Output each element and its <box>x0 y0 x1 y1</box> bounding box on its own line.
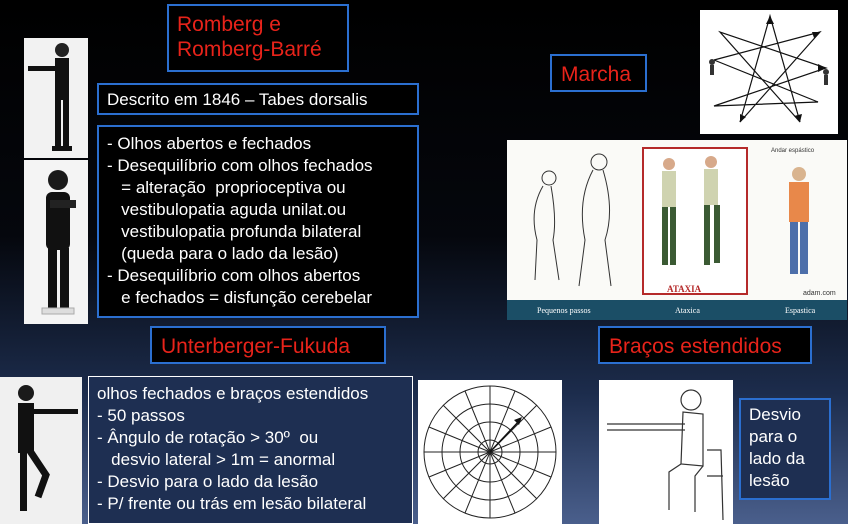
unterberger-line: - 50 passos <box>97 406 185 425</box>
romberg-line: (queda para o lado da lesão) <box>107 244 339 263</box>
romberg-line: vestibulopatia aguda unilat.ou <box>107 200 347 219</box>
gait-caption-ataxic: Ataxica <box>675 306 700 315</box>
bracos-info-box <box>739 398 831 500</box>
unterberger-line: - Ângulo de rotação > 30º ou <box>97 428 319 447</box>
unterberger-info-box <box>88 376 413 524</box>
romberg-description-box <box>97 125 419 318</box>
romberg-line: = alteração proprioceptiva ou <box>107 178 346 197</box>
gait-credit: adam.com <box>803 290 836 297</box>
romberg-photo-woman <box>24 160 88 324</box>
unterberger-title: Unterberger-Fukuda <box>161 335 351 358</box>
romberg-title-line2: Romberg-Barré <box>177 38 322 61</box>
bracos-line: para o <box>749 427 798 446</box>
unterberger-title-box <box>150 326 386 364</box>
star-walk-diagram <box>700 10 838 134</box>
arms-extended-seated-drawing <box>599 380 733 524</box>
romberg-line: e fechados = disfunção cerebelar <box>107 288 373 307</box>
gait-spastic-header: Andar espástico <box>771 148 815 154</box>
romberg-line: vestibulopatia profunda bilateral <box>107 222 362 241</box>
romberg-described-box <box>97 83 419 115</box>
gait-illustration-panel <box>507 140 847 320</box>
rotation-polar-diagram <box>418 380 562 524</box>
romberg-photo-man <box>24 38 88 158</box>
gait-caption-small-steps: Pequenos passos <box>537 306 591 315</box>
marcha-title: Marcha <box>561 63 632 86</box>
unterberger-line: - Desvio para o lado da lesão <box>97 472 319 491</box>
bracos-line: lesão <box>749 471 790 490</box>
romberg-title-box <box>167 4 349 72</box>
unterberger-line: olhos fechados e braços estendidos <box>97 384 369 403</box>
bracos-line: lado da <box>749 449 805 468</box>
bracos-title: Braços estendidos <box>609 335 782 358</box>
unterberger-line: desvio lateral > 1m = anormal <box>97 450 336 469</box>
romberg-line: - Olhos abertos e fechados <box>107 134 312 153</box>
gait-caption-spastic: Espastica <box>785 306 816 315</box>
gait-ataxia-label: ATAXIA <box>667 284 702 294</box>
romberg-title-line1: Romberg e <box>177 13 281 36</box>
unterberger-line: - P/ frente ou trás em lesão bilateral <box>97 494 367 513</box>
romberg-line: - Desequilíbrio com olhos abertos <box>107 266 361 285</box>
bracos-title-box <box>598 326 812 364</box>
bracos-line: Desvio <box>749 405 801 424</box>
romberg-described-text: Descrito em 1846 – Tabes dorsalis <box>107 90 368 109</box>
marcha-title-box <box>550 54 647 92</box>
romberg-line: - Desequilíbrio com olhos fechados <box>107 156 373 175</box>
fukuda-photo <box>0 377 82 524</box>
